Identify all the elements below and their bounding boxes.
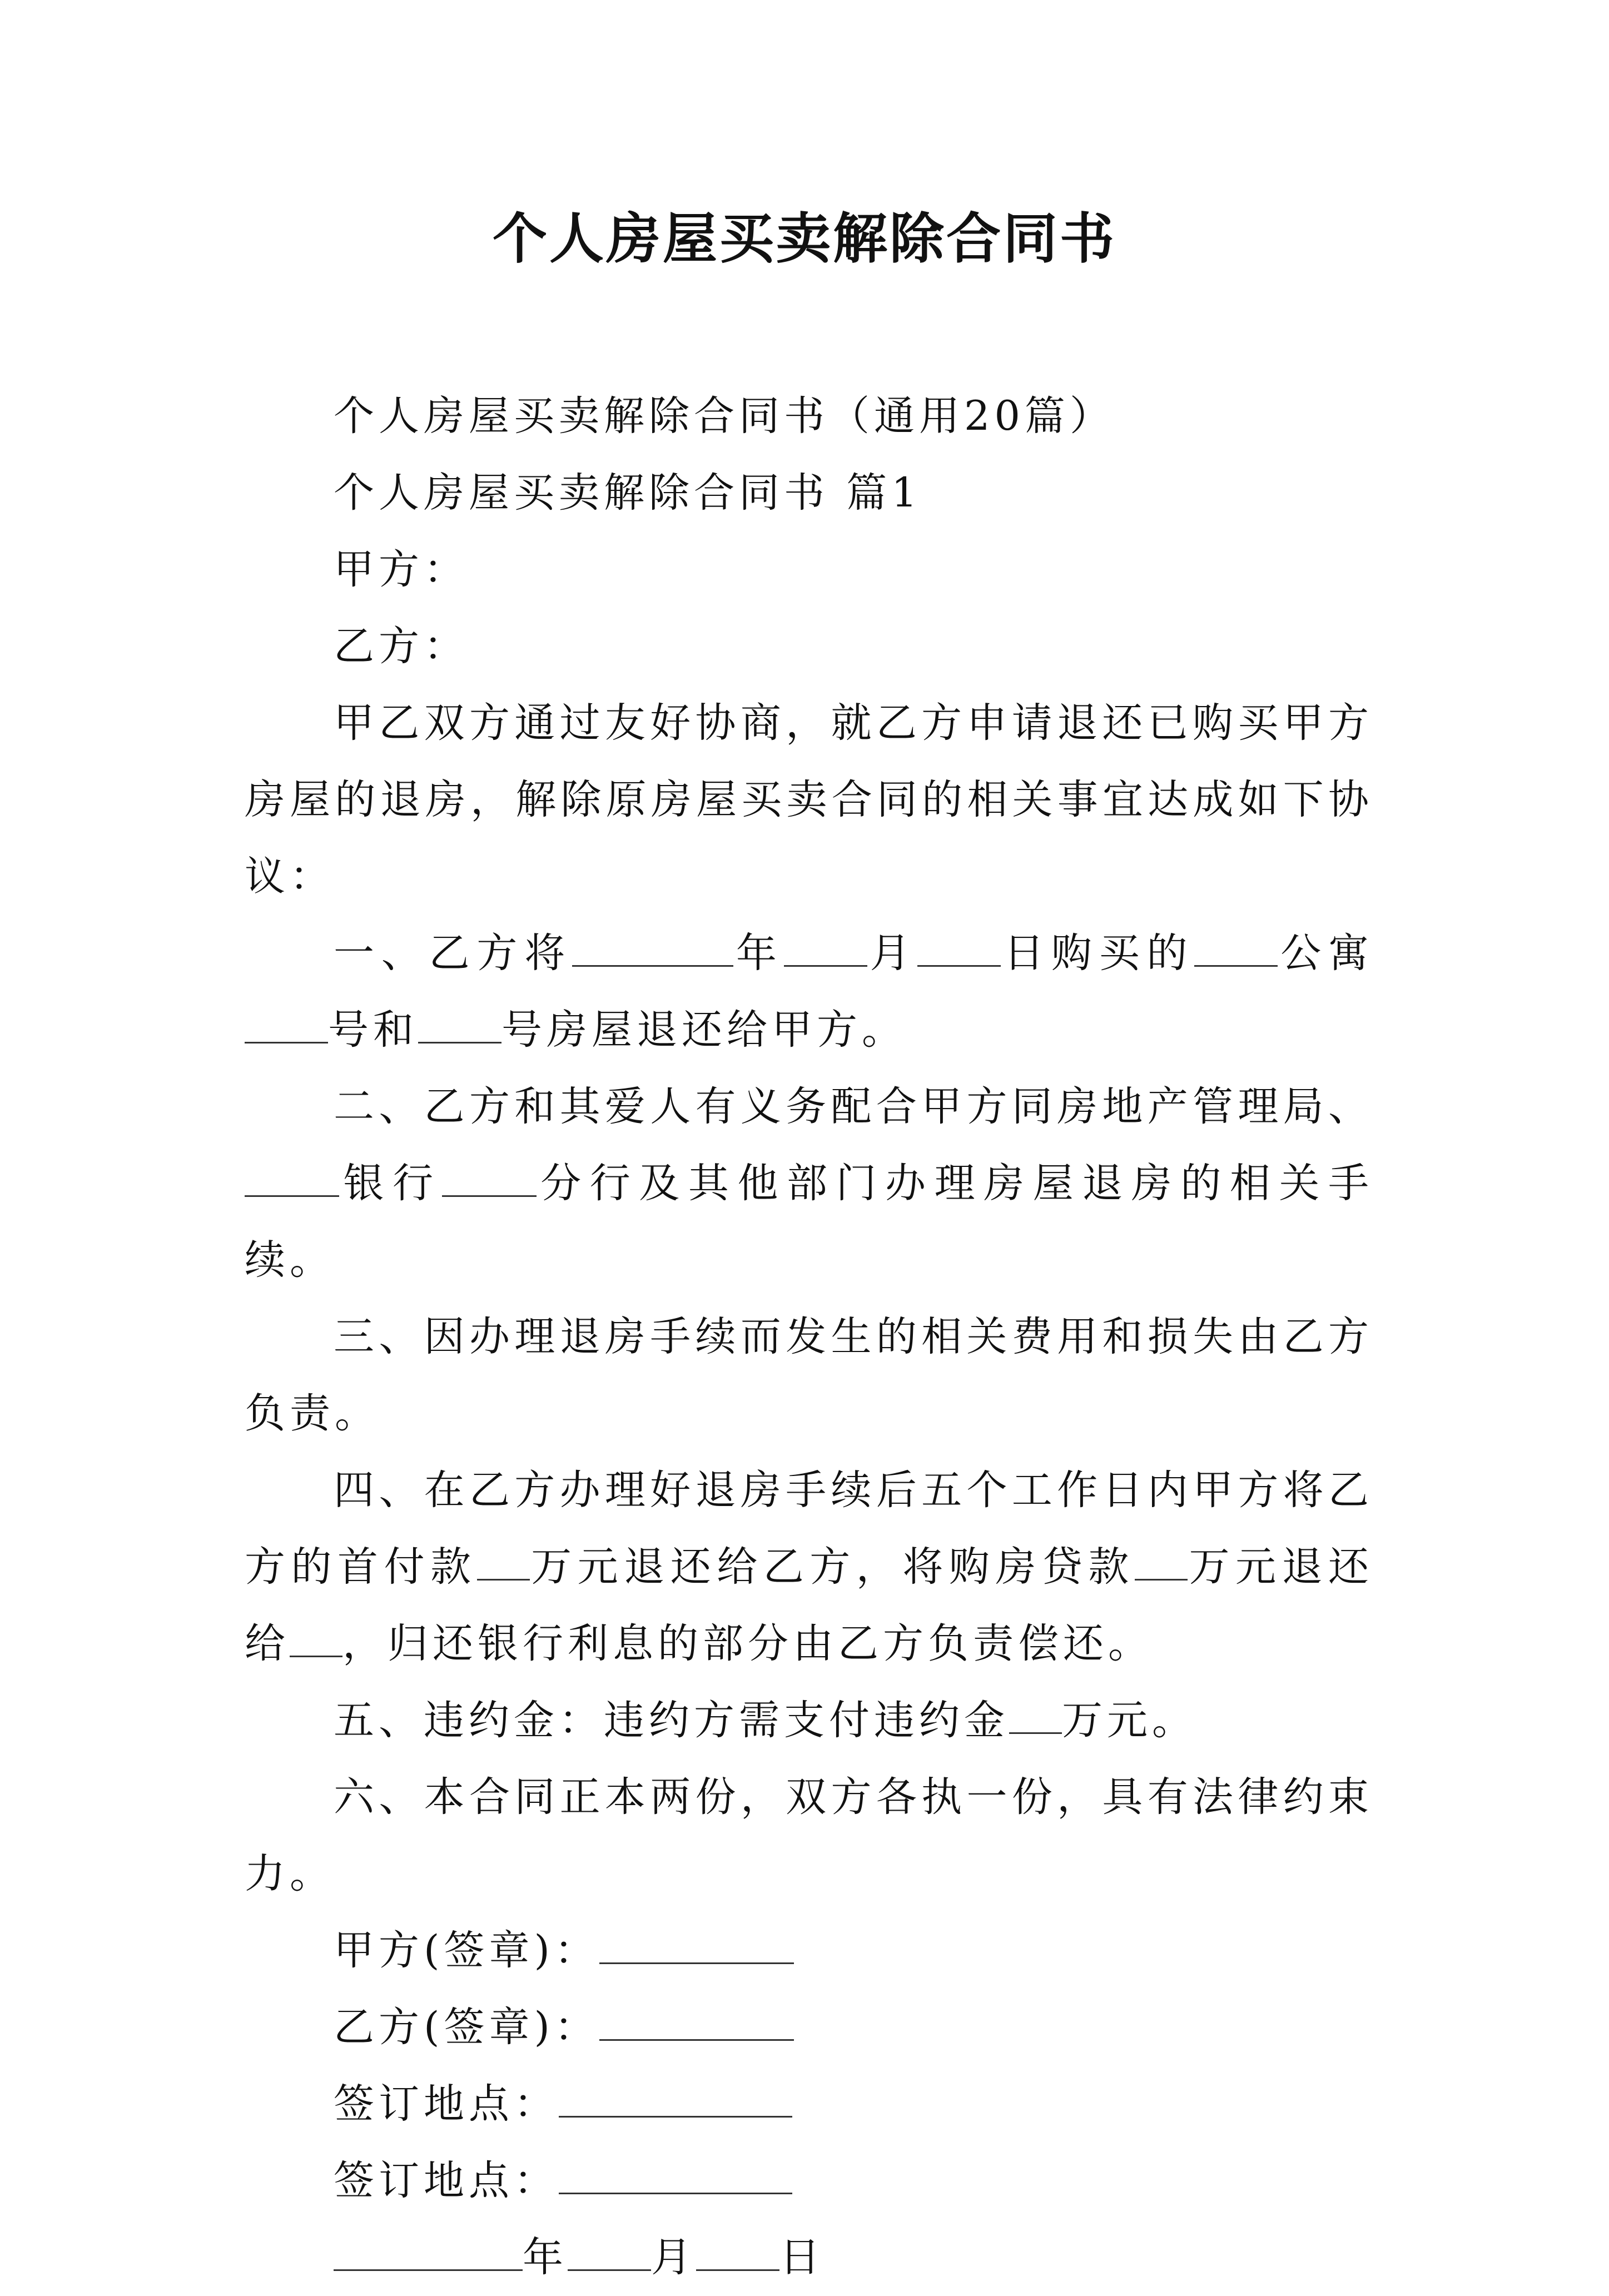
blank-field <box>477 1540 530 1581</box>
clause-4-text: 四、在乙方办理好退房手续后五个工作日内甲方将乙方的首付款 <box>245 1467 1373 1591</box>
blank-field <box>245 1157 339 1197</box>
clause-2 <box>245 1069 1373 1299</box>
clause-1-text: 公寓 <box>1278 930 1373 977</box>
clause-4 <box>245 1452 1373 1682</box>
document-body <box>245 378 1373 2296</box>
date-day-label: 日 <box>779 2234 825 2281</box>
blank-field <box>1135 1540 1188 1581</box>
signature-blank <box>599 2001 794 2041</box>
signing-place-blank <box>559 2078 792 2118</box>
signing-place-1 <box>245 2066 1373 2143</box>
blank-field <box>917 927 1001 967</box>
clause-1-text: 日购买的 <box>1001 930 1195 977</box>
clause-2-text: 银行 <box>339 1160 442 1207</box>
clause-6: 六、本合同正本两份，双方各执一份，具有法律约束力。 <box>245 1773 1373 1897</box>
clause-1-text: 号和 <box>328 1006 418 1053</box>
blank-field <box>442 1157 537 1197</box>
signature-label: 甲方(签章)： <box>334 1927 599 1974</box>
blank-field <box>1194 927 1278 967</box>
signature-party-a <box>245 1912 1373 1989</box>
signing-place-label: 签订地点： <box>334 2080 559 2128</box>
blank-field <box>784 927 867 967</box>
party-b-label: 乙方： <box>334 623 469 670</box>
clause-1 <box>245 915 1373 1069</box>
date-day-blank <box>696 2231 779 2271</box>
section-heading: 个人房屋买卖解除合同书 篇1 <box>334 469 922 516</box>
blank-field <box>418 1003 501 1043</box>
clause-5-text: 万元。 <box>1062 1697 1197 1744</box>
signature-party-b <box>245 1989 1373 2066</box>
date-year-blank <box>334 2231 523 2271</box>
clause-4-text: 万元退还给 <box>245 1543 1374 1667</box>
clause-4-text: 万元退还给乙方，将购房贷款 <box>529 1543 1135 1591</box>
blank-field <box>1009 1694 1062 1734</box>
date-year-label: 年 <box>523 2234 568 2281</box>
signing-place-2 <box>245 2143 1373 2219</box>
subtitle: 个人房屋买卖解除合同书（通用20篇） <box>334 392 1115 440</box>
clause-2-text: 分行及其他部门办理房屋退房的相关手续。 <box>245 1160 1374 1284</box>
party-a-label: 甲方： <box>334 546 469 593</box>
clause-5-text: 五、违约金：违约方需支付违约金 <box>334 1697 1009 1744</box>
blank-field <box>572 927 733 967</box>
date-month-label: 月 <box>651 2234 696 2281</box>
signing-place-blank <box>559 2154 792 2194</box>
document-title: 个人房屋买卖解除合同书 <box>492 207 1116 271</box>
date-month-blank <box>568 2231 651 2271</box>
clause-1-text: 一、乙方将 <box>334 930 573 977</box>
clause-1-text: 号房屋退还给甲方。 <box>501 1006 907 1053</box>
signature-blank <box>599 1924 794 1964</box>
blank-field <box>290 1617 342 1657</box>
blank-field <box>245 1003 328 1043</box>
signing-place-label: 签订地点： <box>334 2157 559 2204</box>
signing-date <box>245 2219 1373 2296</box>
clause-5 <box>245 1682 1373 1759</box>
intro-paragraph: 甲乙双方通过友好协商，就乙方申请退还已购买甲方房屋的退房，解除原房屋买卖合同的相关事宜达成如下协议： <box>245 699 1373 900</box>
clause-4-text: ，归还银行利息的部分由乙方负责偿还。 <box>342 1620 1153 1667</box>
clause-2-text: 二、乙方和其爱人有义务配合甲方同房地产管理局、 <box>334 1083 1373 1130</box>
clause-1-text: 月 <box>867 930 918 977</box>
signature-label: 乙方(签章)： <box>334 2004 599 2051</box>
clause-3: 三、因办理退房手续而发生的相关费用和损失由乙方负责。 <box>245 1313 1373 1437</box>
clause-1-text: 年 <box>733 930 784 977</box>
